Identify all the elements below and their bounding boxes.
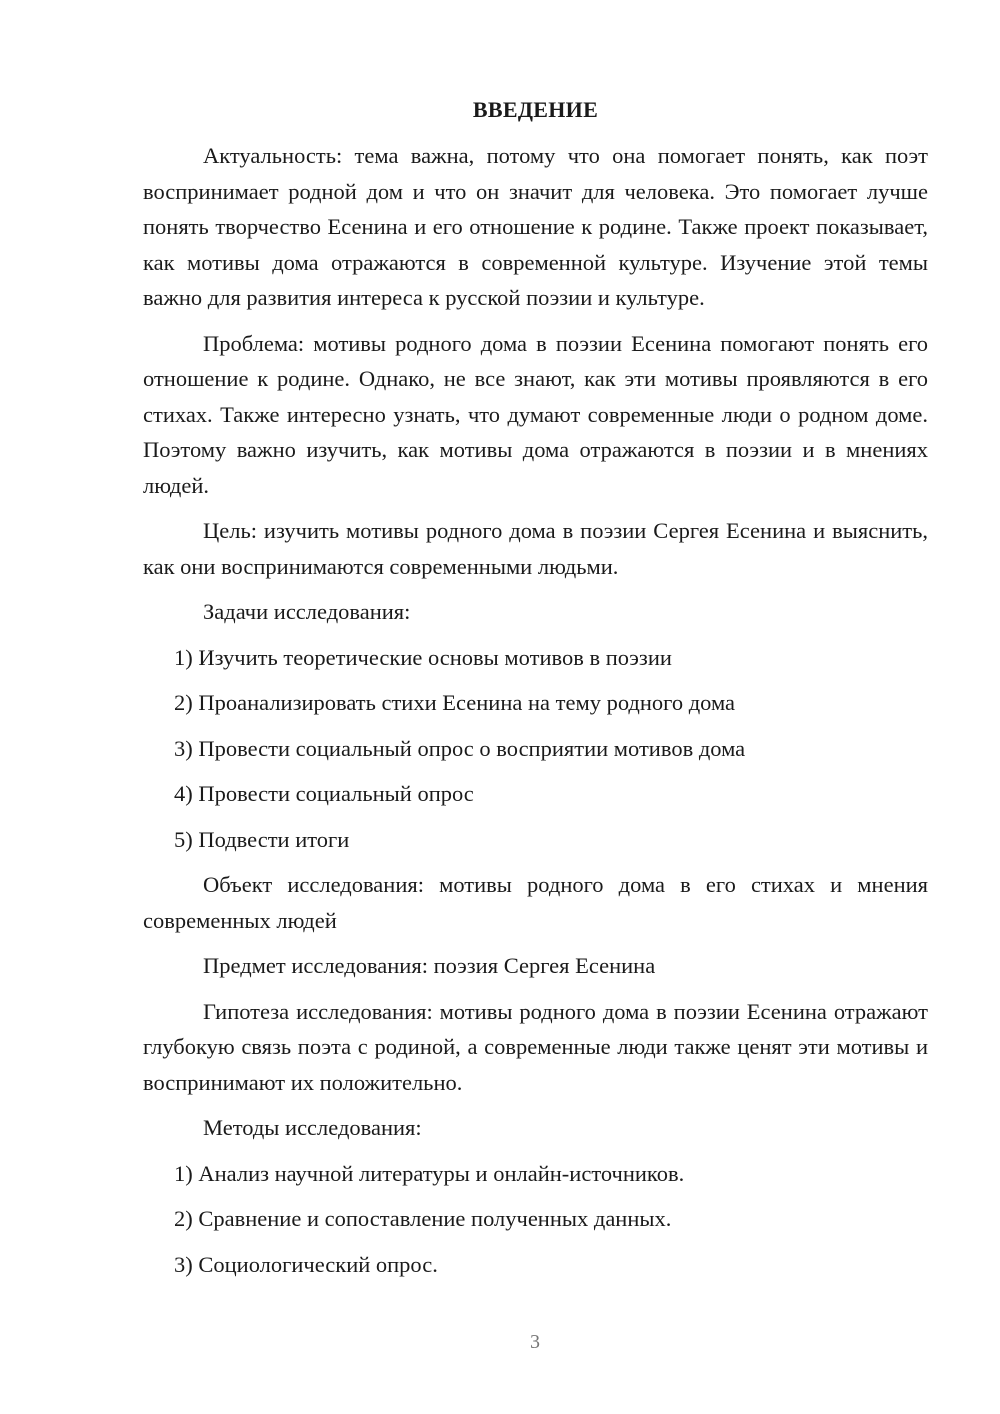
task-item: 3) Провести социальный опрос о восприятии мотивов дома (174, 735, 746, 761)
goal-paragraph: Цель: изучить мотивы родного дома в поэзии Сергея Есенина и выяснить, как они воспринимаются современными людьми. (143, 518, 928, 579)
method-item: 3) Социологический опрос. (174, 1251, 438, 1277)
method-item: 2) Сравнение и сопоставление полученных данных. (174, 1206, 672, 1231)
page-number: 3 (530, 1331, 540, 1353)
object-paragraph: Объект исследования: мотивы родного дома в его стихах и мнения современных людей (143, 872, 928, 933)
task-item: 4) Провести социальный опрос (174, 781, 474, 806)
hypothesis-paragraph: Гипотеза исследования: мотивы родного дома в поэзии Есенина отражают глубокую связь поэта с родиной, а современные люди также ценят эти мотивы и воспринимают их положительно. (143, 998, 928, 1095)
tasks-heading: Задачи исследования: (203, 599, 411, 624)
task-item: 1) Изучить теоретические основы мотивов в поэзии (174, 644, 672, 670)
task-item: 5) Подвести итоги (174, 826, 350, 852)
task-item: 2) Проанализировать стихи Есенина на тему родного дома (174, 690, 736, 715)
page-content (143, 92, 928, 1292)
problem-paragraph: Проблема: мотивы родного дома в поэзии Есенина помогают понять его отношение к родине. Однако, не все знают, как эти мотивы проявляются в его стихах. Также интересно узнать, что думают современные люди о родном доме. Поэтому важно изучить, как мотивы дома отражаются в поэзии и в мнениях людей. (143, 330, 928, 498)
method-item: 1) Анализ научной литературы и онлайн-источников. (174, 1160, 685, 1186)
section-title: ВВЕДЕНИЕ (472, 97, 599, 122)
methods-heading: Методы исследования: (203, 1115, 422, 1140)
relevance-paragraph: Актуальность: тема важна, потому что она помогает понять, как поэт воспринимает родной дом и что он значит для человека. Это помогает лучше понять творчество Есенина и его отношение к родине. Также проект показывает, как мотивы дома отражаются в современной культуре. Изучение этой темы важно для развития интереса к русской поэзии и культуре. (143, 143, 928, 310)
subject-paragraph: Предмет исследования: поэзия Сергея Есенина (203, 953, 656, 978)
